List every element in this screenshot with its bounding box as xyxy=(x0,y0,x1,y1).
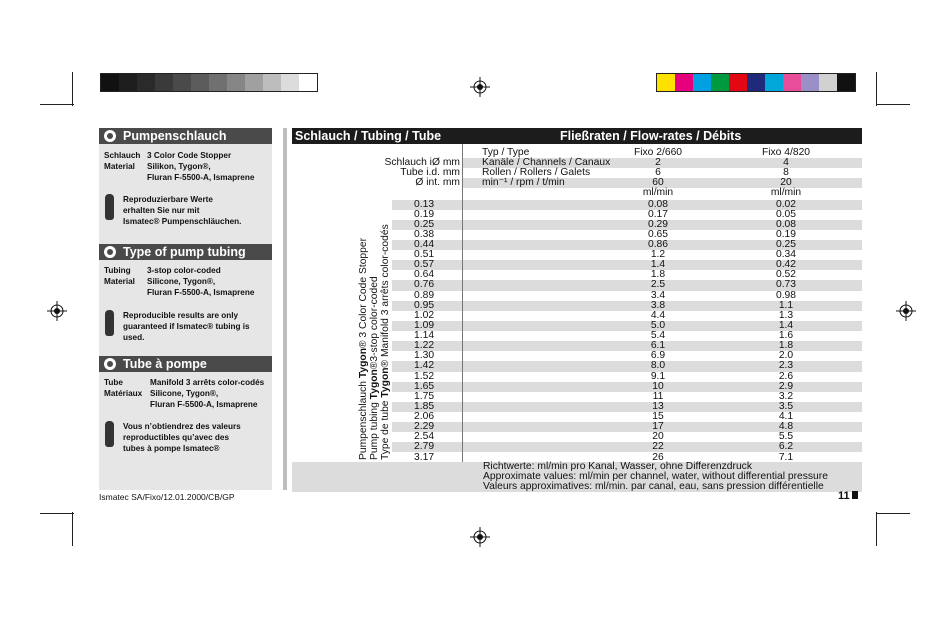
table-cell-id: 1.30 xyxy=(414,350,435,362)
color-swatch xyxy=(191,74,209,91)
crop-mark xyxy=(72,72,73,106)
table-cell-f4: 7.1 xyxy=(778,451,794,463)
vertical-label: Type de tube Tygon® Manifold 3 arrêts color-codés xyxy=(380,224,391,460)
table-cell-f4: 0.19 xyxy=(775,228,797,240)
section-header: Type of pump tubing xyxy=(99,244,272,260)
footnote: Valeurs approximatives: ml/min. par canal, eau, sans pression différentielle xyxy=(483,481,824,492)
header-cell-f2: Fixo 2/660 xyxy=(633,147,683,158)
color-swatch xyxy=(765,74,783,91)
table-cell-f2: 2.5 xyxy=(650,279,666,291)
table-cell-f4: 1.4 xyxy=(778,319,794,331)
table-cell-id: 1.14 xyxy=(414,330,435,342)
table-cell-f2: 0.29 xyxy=(647,218,669,230)
table-cell-f4: 2.3 xyxy=(778,360,794,372)
field-label: Tube xyxy=(104,378,123,387)
field-value: 3-stop color-coded xyxy=(147,266,221,275)
table-cell-f4: 0.08 xyxy=(775,218,797,230)
table-cell-id: 0.19 xyxy=(414,208,435,220)
table-cell-f4: 0.98 xyxy=(775,289,797,301)
page-number: 11 xyxy=(838,490,858,502)
header-cell-f2: ml/min xyxy=(642,187,674,199)
crop-mark xyxy=(40,104,74,105)
note: Vous n’obtiendrez des valeurs reproductibles qu’avec des tubes à pompe Ismatec® xyxy=(123,422,241,453)
color-swatch xyxy=(227,74,245,91)
table-cell-f4: 0.05 xyxy=(775,208,797,220)
color-swatch xyxy=(119,74,137,91)
header-cell-f2: 6 xyxy=(655,167,661,179)
note: Reproduzierbare Werte erhalten Sie nur mit Ismatec® Pumpenschläuchen. xyxy=(123,195,242,226)
table-cell-id: 1.42 xyxy=(414,360,435,372)
table-cell-f2: 10 xyxy=(652,380,664,392)
registration-mark-icon xyxy=(47,301,67,321)
header-cell-f4: 20 xyxy=(780,177,792,189)
table-cell-id: 1.85 xyxy=(414,400,435,412)
spiral-icon xyxy=(104,358,116,370)
table-cell-id: 0.13 xyxy=(414,198,435,210)
table-cell-f2: 4.4 xyxy=(650,309,666,321)
table-cell-id: 3.17 xyxy=(414,451,435,463)
table-cell-f4: 0.42 xyxy=(775,259,797,271)
table-cell-id: 0.95 xyxy=(414,299,435,311)
table-cell-f4: 1.6 xyxy=(778,330,794,342)
table-header: Schlauch / Tubing / Tube Fließraten / Flow-rates / Débits xyxy=(292,128,862,144)
header-cell-f4: Fixo 4/820 xyxy=(761,147,811,158)
color-swatch xyxy=(209,74,227,91)
table-cell-id: 0.25 xyxy=(414,218,435,230)
field-label: Schlauch xyxy=(104,151,141,160)
crop-mark xyxy=(40,513,74,514)
table-cell-f2: 9.1 xyxy=(650,370,666,382)
table-cell-id: 1.22 xyxy=(414,340,435,352)
table-cell-id: 0.44 xyxy=(414,238,435,250)
spiral-icon xyxy=(104,246,116,258)
header-cell-left: Schlauch iØ mm xyxy=(384,157,460,169)
header-cell-f2: 2 xyxy=(655,157,661,169)
table-cell-f2: 0.08 xyxy=(647,198,669,210)
header-cell-f4: 4 xyxy=(783,157,789,169)
table-cell-f2: 22 xyxy=(652,441,664,453)
registration-mark-icon xyxy=(896,301,916,321)
table-cell-f2: 8.0 xyxy=(650,360,666,372)
divider xyxy=(283,128,287,490)
header-cell-f2: 60 xyxy=(652,177,664,189)
table-cell-f2: 6.9 xyxy=(650,350,666,362)
header-cell-mid: Rollen / Rollers / Galets xyxy=(482,167,591,179)
table-cell-f2: 5.4 xyxy=(650,330,666,342)
section-header: Tube à pompe xyxy=(99,356,272,372)
color-swatch xyxy=(711,74,729,91)
table-cell-id: 0.64 xyxy=(414,269,435,281)
field-value: Fluran F-5500-A, Ismaprene xyxy=(150,400,258,409)
field-label: Matériaux xyxy=(104,389,143,398)
imprint: Ismatec SA/Fixo/12.01.2000/CB/GP xyxy=(99,492,235,502)
color-swatch xyxy=(173,74,191,91)
crop-mark xyxy=(72,512,73,546)
field-value: Fluran F-5500-A, Ismaprene xyxy=(147,288,255,297)
table-cell-f4: 2.6 xyxy=(778,370,794,382)
table-cell-f4: 5.5 xyxy=(778,431,794,443)
color-swatch xyxy=(245,74,263,91)
table-cell-id: 0.51 xyxy=(414,249,435,261)
table-cell-f2: 1.8 xyxy=(650,269,666,281)
table-cell-id: 0.76 xyxy=(414,279,435,291)
note: Reproducible results are only guaranteed if Ismatec® tubing is used. xyxy=(123,311,250,342)
table-cell-f4: 3.5 xyxy=(778,400,794,412)
field-value: Silicone, Tygon®, xyxy=(150,389,219,398)
table-cell-f2: 1.4 xyxy=(650,259,666,271)
table-cell-id: 1.02 xyxy=(414,309,435,321)
header-cell-f4: 8 xyxy=(783,167,789,179)
table-cell-f4: 0.25 xyxy=(775,238,797,250)
table-cell-f2: 5.0 xyxy=(650,319,666,331)
footnote: Approximate values: ml/min per channel, water, without differential pressure xyxy=(483,471,828,482)
color-swatch xyxy=(693,74,711,91)
table-cell-id: 1.09 xyxy=(414,319,435,331)
field-value: Manifold 3 arrêts color-codés xyxy=(150,378,265,387)
registration-mark-icon xyxy=(470,77,490,97)
table-cell-id: 2.79 xyxy=(414,441,435,453)
field-value: Silikon, Tygon®, xyxy=(147,162,211,171)
crop-mark xyxy=(876,104,910,105)
color-bar xyxy=(656,73,856,92)
crop-mark xyxy=(876,512,877,546)
color-swatch xyxy=(675,74,693,91)
color-swatch xyxy=(819,74,837,91)
table-cell-f4: 1.8 xyxy=(778,340,794,352)
table-cell-f4: 0.73 xyxy=(775,279,797,291)
field-value: Fluran F-5500-A, Ismaprene xyxy=(147,173,255,182)
header-cell-mid: Kanäle / Channels / Canaux xyxy=(482,157,611,169)
header-cell-f4: ml/min xyxy=(770,187,802,199)
table-cell-f2: 3.4 xyxy=(650,289,666,301)
table-cell-f4: 2.0 xyxy=(778,350,794,362)
header-cell-mid: min⁻¹ / rpm / t/min xyxy=(482,177,565,189)
footnote: Richtwerte: ml/min pro Kanal, Wasser, ohne Differenzdruck xyxy=(483,461,752,472)
field-value: 3 Color Code Stopper xyxy=(147,151,232,160)
table-cell-id: 2.54 xyxy=(414,431,435,443)
table-cell-id: 0.38 xyxy=(414,228,435,240)
table-cell-id: 1.75 xyxy=(414,390,435,402)
color-swatch xyxy=(299,74,317,91)
spiral-icon xyxy=(104,130,116,142)
table-cell-f2: 3.8 xyxy=(650,299,666,311)
color-swatch xyxy=(263,74,281,91)
table-cell-f2: 0.65 xyxy=(647,228,669,240)
table-cell-f4: 0.34 xyxy=(775,249,797,261)
table-cell-f2: 0.17 xyxy=(647,208,669,220)
table-cell-f2: 1.2 xyxy=(650,249,666,261)
color-swatch xyxy=(281,74,299,91)
table-cell-id: 1.52 xyxy=(414,370,435,382)
color-swatch xyxy=(837,74,855,91)
table-cell-id: 1.65 xyxy=(414,380,435,392)
table-cell-f4: 2.9 xyxy=(778,380,794,392)
header-cell-mid: Typ / Type xyxy=(482,147,530,158)
color-swatch xyxy=(783,74,801,91)
table-cell-f4: 3.2 xyxy=(778,390,794,402)
color-swatch xyxy=(801,74,819,91)
hand-icon xyxy=(105,194,114,220)
vertical-label: Pump tubing Tygon®3-stop color-coded xyxy=(369,276,380,460)
section-header: Pumpenschlauch xyxy=(99,128,272,144)
table-cell-f4: 1.1 xyxy=(778,299,794,311)
table-cell-f2: 26 xyxy=(652,451,664,463)
table-cell-f2: 20 xyxy=(652,431,664,443)
table-cell-f2: 13 xyxy=(652,400,664,412)
crop-mark xyxy=(876,513,910,514)
hand-icon xyxy=(105,310,114,336)
table-cell-id: 2.06 xyxy=(414,411,435,423)
header-cell-left: Tube i.d. mm xyxy=(400,167,460,179)
table-cell-f2: 0.86 xyxy=(647,238,669,250)
registration-mark-icon xyxy=(470,527,490,547)
color-swatch xyxy=(155,74,173,91)
hand-icon xyxy=(105,421,114,447)
column-divider xyxy=(462,144,463,462)
field-label: Material xyxy=(104,277,135,286)
vertical-label: Pumpenschlauch Tygon® 3 Color Code Stopper xyxy=(358,237,369,460)
field-value: Silicone, Tygon®, xyxy=(147,277,216,286)
color-swatch xyxy=(657,74,675,91)
color-swatch xyxy=(729,74,747,91)
header-cell-left: Ø int. mm xyxy=(415,177,460,189)
table-cell-f4: 6.2 xyxy=(778,441,794,453)
field-label: Material xyxy=(104,162,135,171)
table-cell-id: 0.57 xyxy=(414,259,435,271)
table-cell-f4: 0.52 xyxy=(775,269,797,281)
table-cell-f2: 17 xyxy=(652,421,664,433)
crop-mark xyxy=(876,72,877,106)
color-swatch xyxy=(137,74,155,91)
color-swatch xyxy=(101,74,119,91)
grayscale-bar xyxy=(100,73,318,92)
table-cell-f2: 15 xyxy=(652,411,664,423)
table-cell-f4: 4.1 xyxy=(778,411,794,423)
table-cell-f4: 0.02 xyxy=(775,198,797,210)
color-swatch xyxy=(747,74,765,91)
table-cell-f2: 11 xyxy=(652,390,664,402)
field-label: Tubing xyxy=(104,266,131,275)
table-cell-f4: 1.3 xyxy=(778,309,794,321)
table-cell-f2: 6.1 xyxy=(650,340,666,352)
table-cell-id: 2.29 xyxy=(414,421,435,433)
table-cell-id: 0.89 xyxy=(414,289,435,301)
table-cell-f4: 4.8 xyxy=(778,421,794,433)
